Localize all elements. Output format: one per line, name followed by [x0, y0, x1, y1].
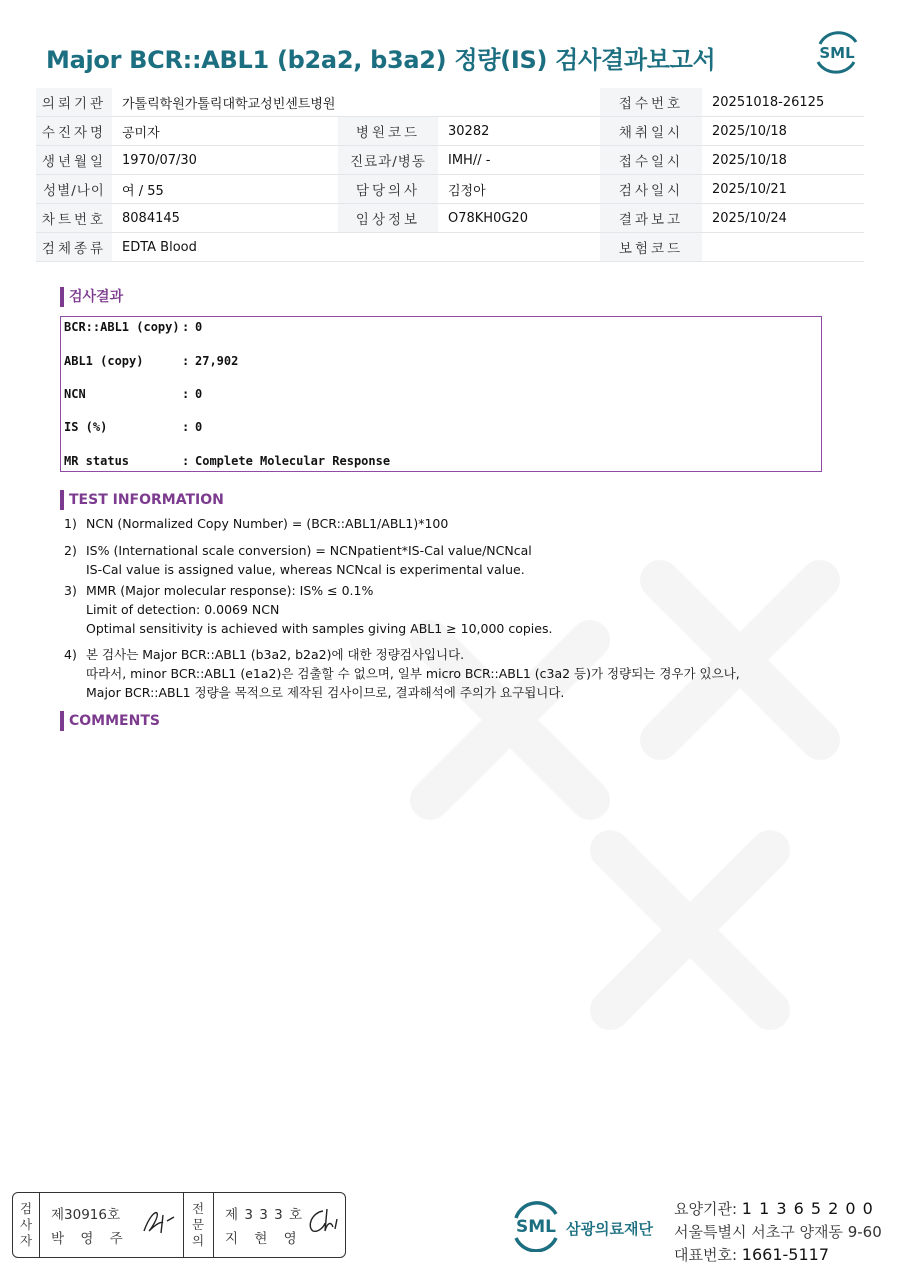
- result-separator: :: [182, 420, 190, 434]
- info-label: 의뢰기관: [36, 88, 112, 117]
- test-information-header: TEST INFORMATION: [60, 490, 224, 510]
- info-value: 1970/07/30: [112, 146, 338, 175]
- info-value: 2025/10/21: [702, 175, 864, 204]
- info-label: 생년월일: [36, 146, 112, 175]
- result-separator: :: [182, 320, 190, 334]
- info-value: 30282: [438, 117, 600, 146]
- report-title: Major BCR::ABL1 (b2a2, b3a2) 정량(IS) 검사결과보고서: [46, 46, 716, 74]
- results-section-header: 검사결과: [60, 287, 123, 307]
- info-value: 2025/10/24: [702, 204, 864, 233]
- info-label: 차트번호: [36, 204, 112, 233]
- info-value: 김정아: [438, 175, 600, 204]
- info-label: 채취일시: [600, 117, 702, 146]
- tester-signature: [141, 1207, 177, 1237]
- info-label: 결과보고: [600, 204, 702, 233]
- test-info-number: 2): [64, 543, 77, 558]
- footer-address: 서울특별시 서초구 양재동 9-60: [674, 1223, 882, 1241]
- result-key: MR status: [64, 454, 130, 468]
- info-label: 보험코드: [600, 233, 702, 262]
- comments-header: COMMENTS: [60, 711, 160, 731]
- info-row: [36, 233, 864, 262]
- result-value: 27,902: [195, 354, 239, 368]
- info-label: 검체종류: [36, 233, 112, 262]
- info-value: O78KH0G20: [438, 204, 600, 233]
- info-label: 수진자명: [36, 117, 112, 146]
- info-value: 8084145: [112, 204, 338, 233]
- info-row: [36, 117, 864, 146]
- test-info-line: 본 검사는 Major BCR::ABL1 (b3a2, b2a2)에 대한 정량검사입니다.: [86, 647, 465, 662]
- info-value: IMH// -: [438, 146, 600, 175]
- info-label: 접수일시: [600, 146, 702, 175]
- result-value: 0: [195, 320, 203, 334]
- info-row: [36, 204, 864, 233]
- result-key: NCN: [64, 387, 86, 401]
- result-separator: :: [182, 387, 190, 401]
- result-key: ABL1 (copy): [64, 354, 144, 368]
- patient-info-table: [36, 88, 864, 262]
- result-key: IS (%): [64, 420, 108, 434]
- test-info-line: NCN (Normalized Copy Number) = (BCR::ABL1/ABL1)*100: [86, 516, 449, 531]
- info-label: 임상정보: [338, 204, 438, 233]
- footer-sml-logo: [510, 1200, 562, 1252]
- test-info-line: Limit of detection: 0.0069 NCN: [86, 602, 280, 617]
- info-value: 여 / 55: [112, 175, 338, 204]
- result-separator: :: [182, 354, 190, 368]
- sml-logo: [812, 30, 862, 74]
- info-label: 진료과/병동: [338, 146, 438, 175]
- info-value: 2025/10/18: [702, 117, 864, 146]
- info-row: [36, 146, 864, 175]
- specialist-license: 제 3 3 3 호: [225, 1207, 304, 1223]
- result-value: 0: [195, 420, 203, 434]
- info-value: 가톨릭학원가톨릭대학교성빈센트병원: [112, 88, 600, 117]
- tester-license: 제30916호: [51, 1207, 121, 1223]
- test-info-line: IS% (International scale conversion) = NCNpatient*IS-Cal value/NCNcal: [86, 543, 532, 558]
- result-value: Complete Molecular Response: [195, 454, 391, 468]
- test-info-line: MMR (Major molecular response): IS% ≤ 0.1%: [86, 583, 374, 598]
- specialist-name: 지 현 영: [225, 1231, 303, 1247]
- specialist-signature: [303, 1205, 343, 1239]
- test-info-line: IS-Cal value is assigned value, whereas NCNcal is experimental value.: [86, 562, 525, 577]
- info-value: [702, 233, 864, 262]
- info-value: EDTA Blood: [112, 233, 600, 262]
- info-label: 성별/나이: [36, 175, 112, 204]
- footer-org-name: 삼광의료재단: [566, 1220, 653, 1238]
- info-value: 2025/10/18: [702, 146, 864, 175]
- info-label: 담당의사: [338, 175, 438, 204]
- result-value: 0: [195, 387, 203, 401]
- signature-stamp: [12, 1192, 346, 1258]
- test-info-number: 1): [64, 516, 77, 531]
- tester-label: 검 사 자: [19, 1201, 33, 1248]
- info-label: 검사일시: [600, 175, 702, 204]
- result-key: BCR::ABL1 (copy): [64, 320, 180, 334]
- specialist-label: 전 문 의: [191, 1201, 205, 1248]
- test-info-number: 3): [64, 583, 77, 598]
- test-info-line: 따라서, minor BCR::ABL1 (e1a2)은 검출할 수 없으며, 일부 micro BCR::ABL1 (c3a2 등)가 정량되는 경우가 있으나,: [86, 666, 740, 681]
- tester-name: 박 영 주: [51, 1231, 129, 1247]
- info-row: [36, 88, 864, 117]
- result-separator: :: [182, 454, 190, 468]
- footer-logo-text: SML: [516, 1217, 556, 1237]
- footer-code: 요양기관: 1 1 3 6 5 2 0 0: [674, 1199, 874, 1218]
- info-value: 20251018-26125: [702, 88, 864, 117]
- footer-phone: 대표번호: 1661-5117: [674, 1245, 830, 1264]
- sml-logo-text: SML: [819, 44, 855, 62]
- info-value: 공미자: [112, 117, 338, 146]
- test-info-line: Optimal sensitivity is achieved with samples giving ABL1 ≥ 10,000 copies.: [86, 621, 553, 636]
- results-box: [60, 316, 822, 472]
- info-label: 접수번호: [600, 88, 702, 117]
- info-row: [36, 175, 864, 204]
- info-label: 병원코드: [338, 117, 438, 146]
- test-info-line: Major BCR::ABL1 정량을 목적으로 제작된 검사이므로, 결과해석에 주의가 요구됩니다.: [86, 685, 565, 700]
- test-info-number: 4): [64, 647, 77, 662]
